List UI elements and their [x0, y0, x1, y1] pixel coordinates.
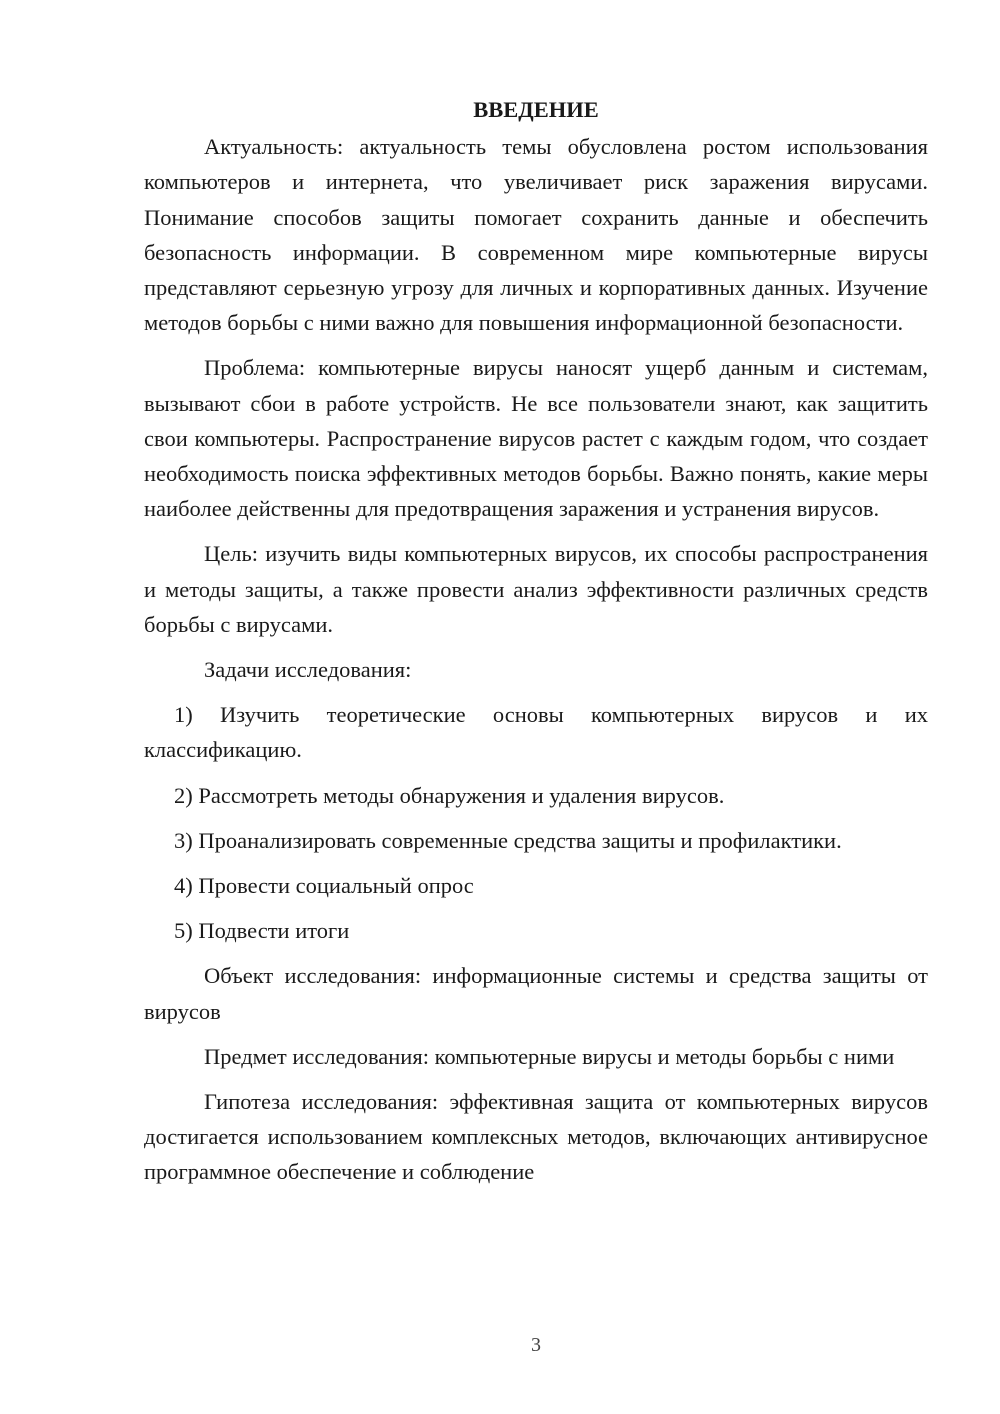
task-item: 1) Изучить теоретические основы компьютерных вирусов и их классификацию. [144, 702, 928, 763]
task-item: 3) Проанализировать современные средства защиты и профилактики. [174, 827, 842, 853]
page-number: 3 [531, 1334, 541, 1356]
relevance-paragraph: Актуальность: актуальность темы обусловлена ростом использования компьютеров и интернета, что увеличивает риск заражения вирусами. Понимание способов защиты помогает сохранить данные и обеспечить безопасность информации. В современном мире компьютерные вирусы представляют серьезную угрозу для личных и корпоративных данных. Изучение методов борьбы с ними важно для повышения информационной безопасности. [144, 134, 928, 336]
page-number-footer [0, 1331, 1000, 1359]
subject-paragraph: Предмет исследования: компьютерные вирусы и методы борьбы с ними [204, 1043, 895, 1069]
task-item: 4) Провести социальный опрос [174, 873, 474, 899]
tasks-title: Задачи исследования: [204, 657, 412, 683]
problem-paragraph: Проблема: компьютерные вирусы наносят ущерб данным и системам, вызывают сбои в работе устройств. Не все пользователи знают, как защитить свои компьютеры. Распространение вирусов растет с каждым годом, что создает необходимость поиска эффективных методов борьбы. Важно понять, какие меры наиболее действенны для предотвращения заражения и устранения вирусов. [144, 355, 928, 522]
goal-paragraph: Цель: изучить виды компьютерных вирусов, их способы распространения и методы защиты, а также провести анализ эффективности различных средств борьбы с вирусами. [144, 541, 928, 637]
section-heading: ВВЕДЕНИЕ [473, 97, 599, 122]
tasks-list [144, 697, 928, 948]
page-content [144, 92, 928, 1190]
task-item: 5) Подвести итоги [174, 918, 350, 944]
task-item: 2) Рассмотреть методы обнаружения и удаления вирусов. [174, 782, 725, 808]
object-paragraph: Объект исследования: информационные системы и средства защиты от вирусов [144, 963, 928, 1024]
hypothesis-paragraph: Гипотеза исследования: эффективная защита от компьютерных вирусов достигается использованием комплексных методов, включающих антивирусное программное обеспечение и соблюдение [144, 1089, 928, 1185]
